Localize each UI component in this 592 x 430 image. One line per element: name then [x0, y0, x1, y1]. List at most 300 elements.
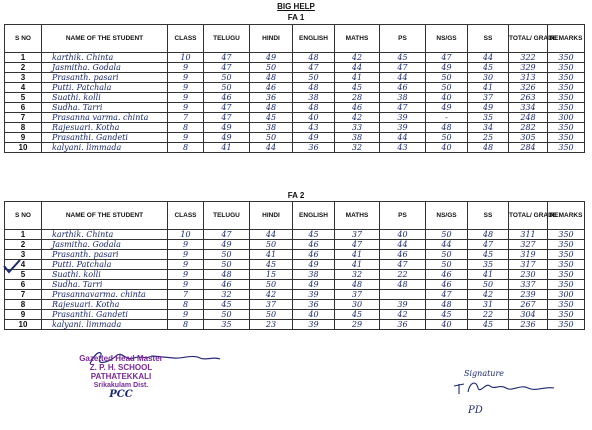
cell-ps: 46: [380, 250, 426, 260]
cell-class: 9: [168, 73, 204, 83]
school-stamp: [66, 354, 176, 399]
cell-class: 9: [168, 310, 204, 320]
cell-sno: 6: [5, 103, 42, 113]
header-ps: PS: [380, 25, 426, 53]
cell-class: 9: [168, 133, 204, 143]
cell-class: 9: [168, 240, 204, 250]
cell-sno: 7: [5, 290, 42, 300]
cell-nsgs: 48: [426, 300, 468, 310]
cell-maths: 41: [335, 260, 380, 270]
table-row: [5, 133, 585, 143]
cell-ss: 49: [468, 103, 509, 113]
fa2-title: FA 2: [287, 191, 305, 200]
cell-ps: 42: [380, 310, 426, 320]
cell-nsgs: 45: [426, 310, 468, 320]
cell-telugu: 49: [204, 133, 250, 143]
cell-telugu: 48: [204, 270, 250, 280]
cell-class: 10: [168, 230, 204, 240]
cell-hindi: 50: [250, 133, 293, 143]
cell-class: 9: [168, 103, 204, 113]
cell-hindi: 37: [250, 300, 293, 310]
table-row: [5, 113, 585, 123]
cell-telugu: 47: [204, 230, 250, 240]
cell-maths: 29: [335, 320, 380, 330]
header-name: NAME OF THE STUDENT: [42, 202, 168, 230]
cell-remarks: 300: [548, 290, 585, 300]
cell-name: Prasannavarma. chinta: [42, 290, 168, 300]
cell-maths: 30: [335, 300, 380, 310]
cell-total: 334: [509, 103, 548, 113]
fa2-table: [4, 201, 585, 330]
cell-remarks: 350: [548, 53, 585, 63]
cell-telugu: 49: [204, 240, 250, 250]
table-row: [5, 280, 585, 290]
cell-class: 8: [168, 123, 204, 133]
cell-telugu: 50: [204, 260, 250, 270]
cell-telugu: 32: [204, 290, 250, 300]
cell-hindi: 44: [250, 143, 293, 153]
header-ss: SS: [468, 25, 509, 53]
cell-ps: 45: [380, 53, 426, 63]
header-maths: MATHS: [335, 25, 380, 53]
cell-ss: 45: [468, 63, 509, 73]
cell-nsgs: 47: [426, 290, 468, 300]
cell-ps: 47: [380, 63, 426, 73]
cell-name: Putti. Patchala: [42, 83, 168, 93]
cell-class: 9: [168, 250, 204, 260]
cell-ss: 41: [468, 270, 509, 280]
cell-telugu: 47: [204, 53, 250, 63]
cell-ps: 44: [380, 240, 426, 250]
cell-total: 282: [509, 123, 548, 133]
cell-total: 239: [509, 290, 548, 300]
stamp-line-1: Gazetted Head Master: [79, 354, 163, 363]
header-class: CLASS: [168, 202, 204, 230]
cell-maths: 44: [335, 63, 380, 73]
cell-maths: 38: [335, 133, 380, 143]
cell-maths: 37: [335, 230, 380, 240]
cell-nsgs: 50: [426, 73, 468, 83]
cell-name: Jasmitha. Godala: [42, 240, 168, 250]
cell-ps: 46: [380, 83, 426, 93]
cell-english: 49: [293, 133, 335, 143]
cell-remarks: 350: [548, 63, 585, 73]
cell-ss: 50: [468, 280, 509, 290]
cell-hindi: 45: [250, 113, 293, 123]
cell-name: Prasanthi. Gandeti: [42, 133, 168, 143]
cell-ps: [380, 290, 426, 300]
cell-maths: 48: [335, 280, 380, 290]
cell-maths: 42: [335, 113, 380, 123]
cell-nsgs: 46: [426, 270, 468, 280]
stamp-line-3: PATHATEKKALI: [90, 372, 152, 381]
cell-remarks: 350: [548, 133, 585, 143]
cell-telugu: 46: [204, 280, 250, 290]
cell-ss: 44: [468, 53, 509, 63]
cell-ss: 35: [468, 113, 509, 123]
cell-total: 327: [509, 240, 548, 250]
cell-telugu: 47: [204, 63, 250, 73]
stamp-line-4: Srikakulam Dist.: [93, 382, 149, 389]
cell-english: 48: [293, 103, 335, 113]
cell-name: Sudha. Tarri: [42, 280, 168, 290]
cell-sno: 7: [5, 113, 42, 123]
cell-ss: 42: [468, 290, 509, 300]
cell-ss: 30: [468, 73, 509, 83]
cell-remarks: 350: [548, 103, 585, 113]
cell-telugu: 46: [204, 93, 250, 103]
cell-ss: 47: [468, 240, 509, 250]
cell-total: 248: [509, 113, 548, 123]
cell-remarks: 350: [548, 93, 585, 103]
cell-name: kalyani. limmada: [42, 320, 168, 330]
cell-telugu: 41: [204, 143, 250, 153]
fa1-title: FA 1: [287, 13, 305, 22]
cell-sno: 5: [5, 93, 42, 103]
cell-maths: 46: [335, 103, 380, 113]
cell-name: kalyani. limmada: [42, 143, 168, 153]
cell-name: Prasanna varma. chinta: [42, 113, 168, 123]
cell-hindi: 50: [250, 63, 293, 73]
header-telugu: TELUGU: [204, 202, 250, 230]
cell-english: 36: [293, 300, 335, 310]
header-nsgs: NS/GS: [426, 202, 468, 230]
cell-nsgs: 49: [426, 63, 468, 73]
table-row: [5, 310, 585, 320]
cell-sno: 5: [5, 270, 42, 280]
cell-ss: 31: [468, 300, 509, 310]
cell-remarks: 350: [548, 123, 585, 133]
cell-hindi: 50: [250, 310, 293, 320]
header-telugu: TELUGU: [204, 25, 250, 53]
cell-nsgs: 46: [426, 280, 468, 290]
cell-ss: 34: [468, 123, 509, 133]
cell-remarks: 300: [548, 113, 585, 123]
cell-nsgs: 40: [426, 93, 468, 103]
cell-nsgs: 40: [426, 320, 468, 330]
cell-maths: 45: [335, 83, 380, 93]
pd-label: PD: [468, 405, 483, 416]
cell-telugu: 50: [204, 73, 250, 83]
cell-name: Prasanth. pasari: [42, 250, 168, 260]
table-row: [5, 300, 585, 310]
document-title: BIG HELP: [277, 2, 315, 11]
cell-sno: 9: [5, 310, 42, 320]
cell-remarks: 350: [548, 240, 585, 250]
fa1-header-row: [5, 25, 585, 53]
header-remarks: REMARKS: [548, 25, 585, 53]
cell-name: karthik. Chinta: [42, 53, 168, 63]
cell-nsgs: 48: [426, 123, 468, 133]
cell-telugu: 45: [204, 300, 250, 310]
cell-name: karthik. Chinta: [42, 230, 168, 240]
cell-ss: 48: [468, 230, 509, 240]
cell-telugu: 49: [204, 123, 250, 133]
cell-hindi: 48: [250, 103, 293, 113]
cell-nsgs: 49: [426, 103, 468, 113]
cell-hindi: 36: [250, 93, 293, 103]
cell-nsgs: 44: [426, 240, 468, 250]
cell-remarks: 350: [548, 143, 585, 153]
table-row: [5, 123, 585, 133]
cell-english: 46: [293, 250, 335, 260]
header-ss: SS: [468, 202, 509, 230]
cell-english: 48: [293, 83, 335, 93]
cell-ps: 40: [380, 230, 426, 240]
table-row: [5, 230, 585, 240]
cell-ss: 25: [468, 133, 509, 143]
cell-sno: 3: [5, 73, 42, 83]
cell-sno: 8: [5, 300, 42, 310]
cell-english: 49: [293, 260, 335, 270]
cell-ps: 48: [380, 280, 426, 290]
cell-maths: 42: [335, 53, 380, 63]
signature-label: Signature: [464, 369, 505, 378]
cell-class: 9: [168, 260, 204, 270]
header-english: ENGLISH: [293, 202, 335, 230]
cell-english: 46: [293, 240, 335, 250]
header-hindi: HINDI: [250, 202, 293, 230]
cell-telugu: 35: [204, 320, 250, 330]
cell-maths: 41: [335, 73, 380, 83]
cell-ss: 45: [468, 320, 509, 330]
cell-maths: 28: [335, 93, 380, 103]
cell-telugu: 47: [204, 103, 250, 113]
table-row: [5, 260, 585, 270]
cell-ss: 35: [468, 260, 509, 270]
header-remarks: REMARKS: [548, 202, 585, 230]
check-mark-icon: [2, 258, 22, 274]
cell-ss: 41: [468, 83, 509, 93]
header-name: NAME OF THE STUDENT: [42, 25, 168, 53]
table-row: [5, 240, 585, 250]
cell-name: Jasmitha. Godala: [42, 63, 168, 73]
cell-name: Suathi. kolli: [42, 270, 168, 280]
cell-ps: 47: [380, 260, 426, 270]
cell-class: 9: [168, 93, 204, 103]
cell-english: 49: [293, 280, 335, 290]
cell-english: 38: [293, 270, 335, 280]
cell-ps: 47: [380, 103, 426, 113]
table-row: [5, 250, 585, 260]
table-row: [5, 320, 585, 330]
cell-remarks: 350: [548, 73, 585, 83]
cell-total: 284: [509, 143, 548, 153]
cell-ss: 45: [468, 250, 509, 260]
table-row: [5, 103, 585, 113]
cell-class: 7: [168, 290, 204, 300]
cell-total: 263: [509, 93, 548, 103]
cell-english: 50: [293, 73, 335, 83]
cell-english: 43: [293, 123, 335, 133]
cell-ps: 43: [380, 143, 426, 153]
cell-remarks: 350: [548, 270, 585, 280]
cell-maths: 37: [335, 290, 380, 300]
cell-remarks: 350: [548, 320, 585, 330]
cell-maths: 32: [335, 270, 380, 280]
cell-sno: 10: [5, 143, 42, 153]
cell-class: 7: [168, 113, 204, 123]
cell-hindi: 45: [250, 260, 293, 270]
header-nsgs: NS/GS: [426, 25, 468, 53]
cell-hindi: 50: [250, 280, 293, 290]
cell-ss: 37: [468, 93, 509, 103]
cell-total: 311: [509, 230, 548, 240]
table-row: [5, 53, 585, 63]
cell-english: 40: [293, 113, 335, 123]
cell-sno: 2: [5, 63, 42, 73]
cell-ps: 39: [380, 123, 426, 133]
cell-hindi: 23: [250, 320, 293, 330]
cell-english: 39: [293, 320, 335, 330]
cell-nsgs: -: [426, 113, 468, 123]
cell-english: 38: [293, 93, 335, 103]
cell-sno: 6: [5, 280, 42, 290]
cell-sno: 4: [5, 83, 42, 93]
fa2-body: [5, 230, 585, 330]
cell-sno: 9: [5, 133, 42, 143]
cell-name: Prasanth. pasari: [42, 73, 168, 83]
cell-nsgs: 40: [426, 143, 468, 153]
cell-name: Putti. Patchala: [42, 260, 168, 270]
cell-ps: 44: [380, 133, 426, 143]
cell-name: Rajesuari. Kotha: [42, 123, 168, 133]
fa2-header-row: [5, 202, 585, 230]
table-row: [5, 143, 585, 153]
cell-ps: 38: [380, 93, 426, 103]
cell-english: 40: [293, 310, 335, 320]
cell-english: 36: [293, 143, 335, 153]
cell-remarks: 350: [548, 250, 585, 260]
table-row: [5, 270, 585, 280]
cell-hindi: 41: [250, 250, 293, 260]
cell-remarks: 350: [548, 300, 585, 310]
cell-class: 8: [168, 300, 204, 310]
table-row: [5, 93, 585, 103]
cell-total: 230: [509, 270, 548, 280]
cell-class: 9: [168, 63, 204, 73]
cell-maths: 32: [335, 143, 380, 153]
cell-total: 267: [509, 300, 548, 310]
table-row: [5, 63, 585, 73]
cell-class: 9: [168, 83, 204, 93]
cell-class: 9: [168, 270, 204, 280]
header-sno: S NO: [5, 25, 42, 53]
cell-ps: 39: [380, 113, 426, 123]
cell-nsgs: 50: [426, 260, 468, 270]
fa1-table: [4, 24, 585, 153]
cell-nsgs: 50: [426, 133, 468, 143]
cell-hindi: 46: [250, 83, 293, 93]
header-english: ENGLISH: [293, 25, 335, 53]
cell-ps: 36: [380, 320, 426, 330]
cell-hindi: 48: [250, 73, 293, 83]
cell-remarks: 350: [548, 310, 585, 320]
cell-total: 313: [509, 73, 548, 83]
cell-nsgs: 50: [426, 250, 468, 260]
cell-class: 8: [168, 320, 204, 330]
cell-english: 48: [293, 53, 335, 63]
cell-remarks: 350: [548, 260, 585, 270]
cell-sno: 1: [5, 230, 42, 240]
cell-name: Prasanthi. Gandeti: [42, 310, 168, 320]
header-maths: MATHS: [335, 202, 380, 230]
stamp-line-5: PCC: [109, 389, 133, 400]
cell-total: 326: [509, 83, 548, 93]
cell-total: 329: [509, 63, 548, 73]
cell-name: Rajesuari. Kotha: [42, 300, 168, 310]
cell-hindi: 15: [250, 270, 293, 280]
cell-sno: 1: [5, 53, 42, 63]
cell-total: 322: [509, 53, 548, 63]
cell-sno: 3: [5, 250, 42, 260]
cell-ps: 39: [380, 300, 426, 310]
cell-ps: 22: [380, 270, 426, 280]
cell-sno: 8: [5, 123, 42, 133]
cell-nsgs: 50: [426, 230, 468, 240]
cell-hindi: 42: [250, 290, 293, 300]
table-row: [5, 290, 585, 300]
cell-sno: 10: [5, 320, 42, 330]
cell-maths: 33: [335, 123, 380, 133]
cell-total: 337: [509, 280, 548, 290]
cell-telugu: 50: [204, 310, 250, 320]
cell-remarks: 350: [548, 83, 585, 93]
cell-ss: 48: [468, 143, 509, 153]
cell-sno: 4: [5, 260, 42, 270]
cell-hindi: 49: [250, 53, 293, 63]
cell-nsgs: 50: [426, 83, 468, 93]
cell-hindi: 50: [250, 240, 293, 250]
header-total-grade: TOTAL/ GRADE: [509, 25, 548, 53]
cell-class: 8: [168, 143, 204, 153]
header-class: CLASS: [168, 25, 204, 53]
cell-maths: 41: [335, 250, 380, 260]
header-sno: S NO: [5, 202, 42, 230]
cell-nsgs: 47: [426, 53, 468, 63]
cell-english: 47: [293, 63, 335, 73]
cell-telugu: 50: [204, 83, 250, 93]
cell-maths: 45: [335, 310, 380, 320]
cell-total: 304: [509, 310, 548, 320]
cell-class: 10: [168, 53, 204, 63]
header-ps: PS: [380, 202, 426, 230]
fa1-body: [5, 53, 585, 153]
cell-hindi: 38: [250, 123, 293, 133]
cell-hindi: 44: [250, 230, 293, 240]
header-hindi: HINDI: [250, 25, 293, 53]
cell-remarks: 350: [548, 230, 585, 240]
cell-remarks: 350: [548, 280, 585, 290]
cell-maths: 47: [335, 240, 380, 250]
cell-total: 236: [509, 320, 548, 330]
cell-name: Sudha. Tarri: [42, 103, 168, 113]
cell-total: 317: [509, 260, 548, 270]
stamp-line-2: Z. P. H. SCHOOL: [89, 363, 153, 372]
cell-telugu: 50: [204, 250, 250, 260]
pd-signature: [450, 372, 560, 402]
cell-english: 39: [293, 290, 335, 300]
table-row: [5, 83, 585, 93]
cell-sno: 2: [5, 240, 42, 250]
table-row: [5, 73, 585, 83]
cell-class: 9: [168, 280, 204, 290]
cell-ps: 44: [380, 73, 426, 83]
cell-total: 305: [509, 133, 548, 143]
header-total-grade: TOTAL/ GRADE: [509, 202, 548, 230]
cell-ss: 22: [468, 310, 509, 320]
cell-total: 319: [509, 250, 548, 260]
